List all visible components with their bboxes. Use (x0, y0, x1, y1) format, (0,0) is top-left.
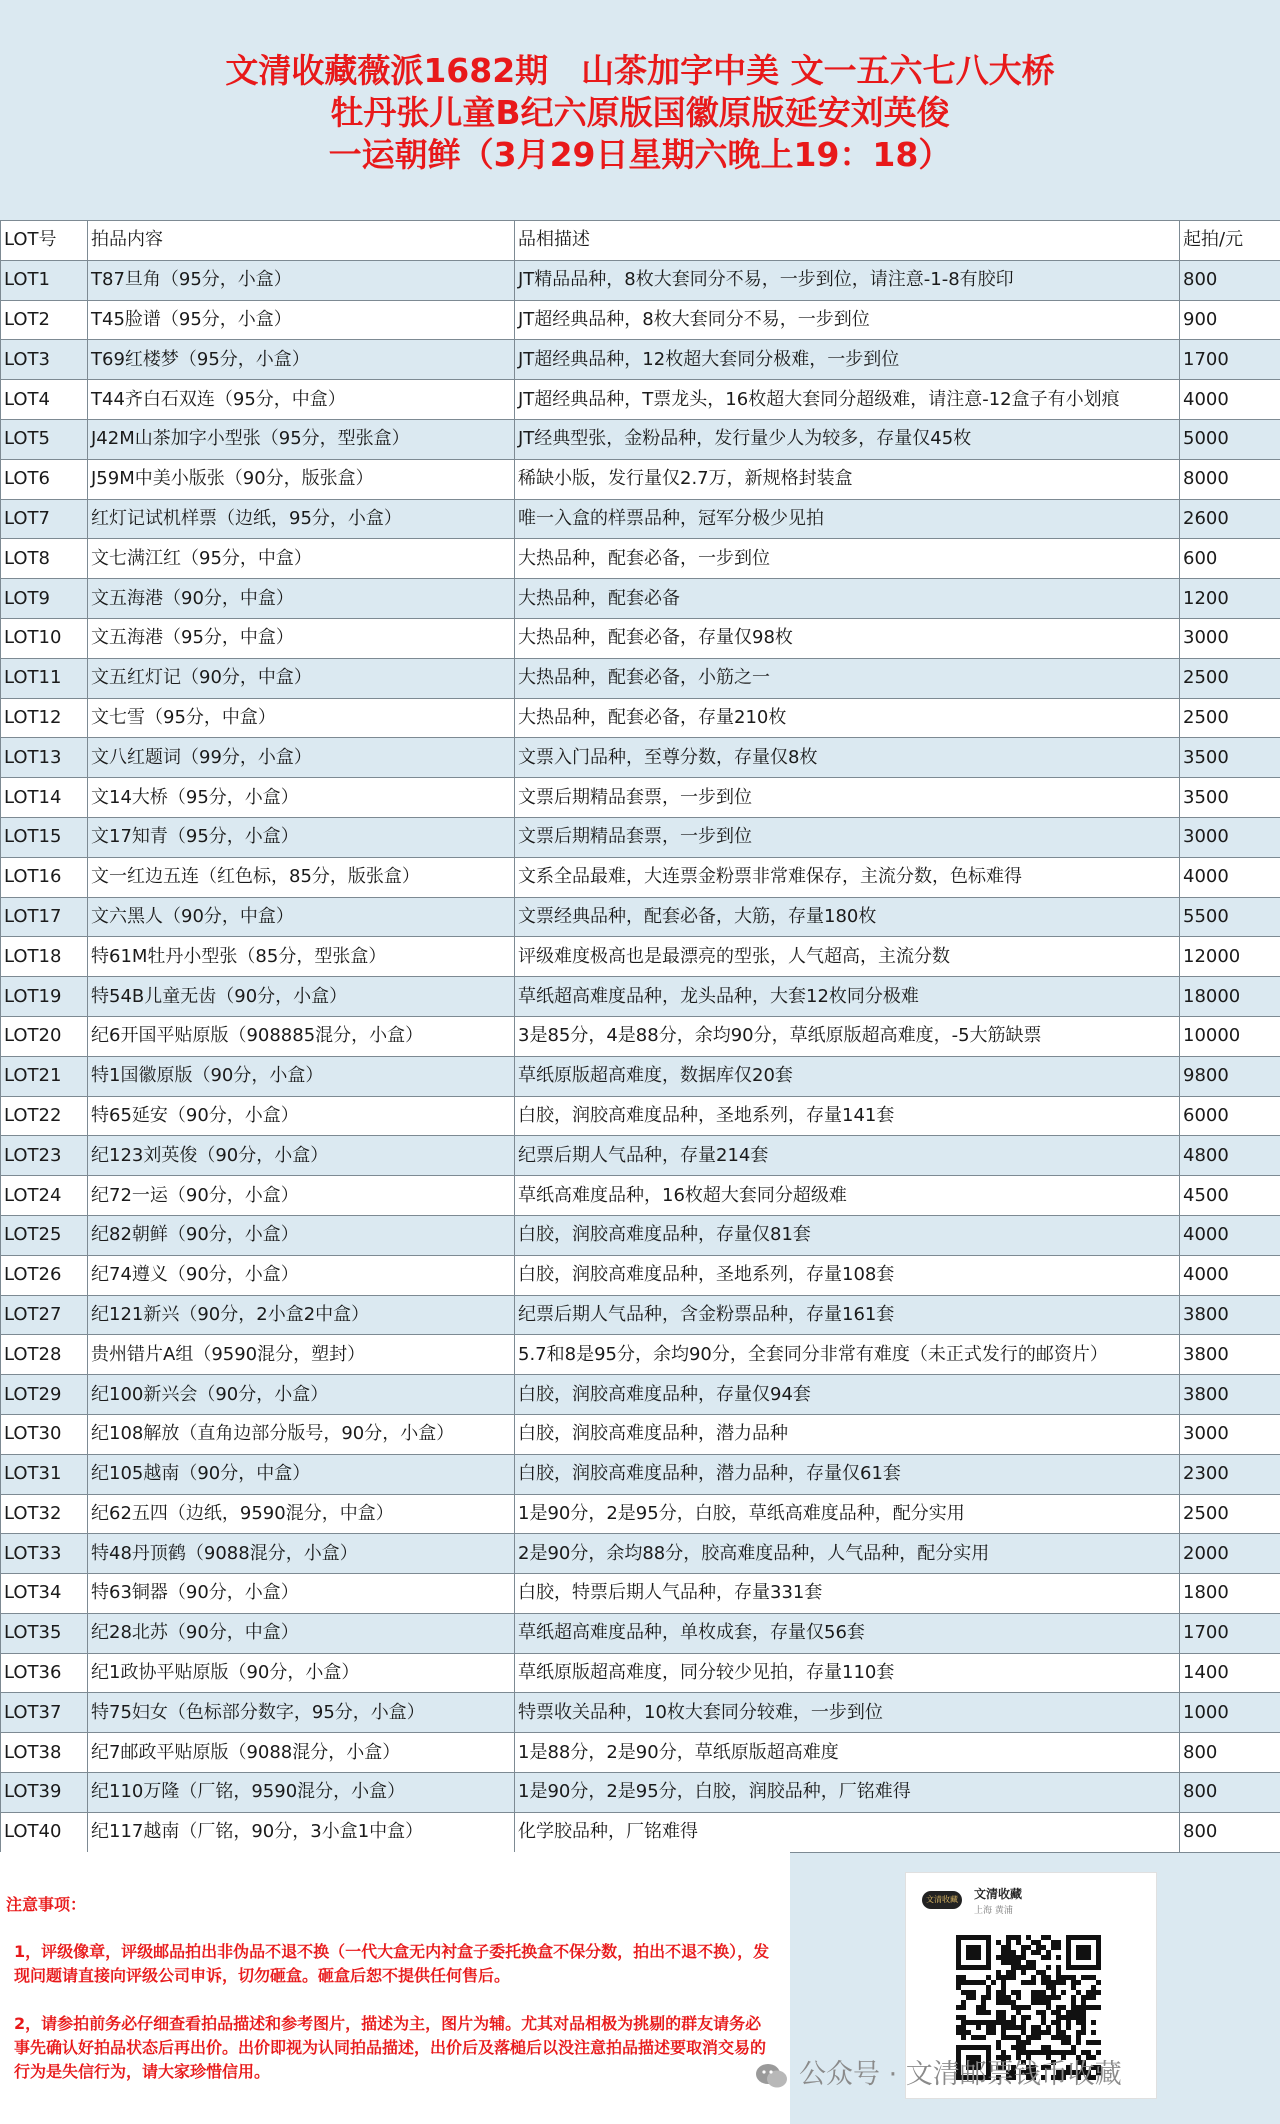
table-row (1, 1494, 1280, 1534)
cell-start-price: 2500 (1180, 698, 1280, 738)
cell-lot-number: LOT30 (1, 1414, 88, 1454)
cell-item: T87旦角（95分，小盒） (88, 260, 515, 300)
cell-item: 纪6开国平贴原版（908885混分，小盒） (88, 1016, 515, 1056)
cell-condition: 草纸高难度品种，16枚超大套同分超级难 (515, 1176, 1180, 1216)
cell-start-price: 1800 (1180, 1574, 1280, 1614)
table-row (1, 1136, 1280, 1176)
title-line-2: 牡丹张儿童B纪六原版国徽原版延安刘英俊 (330, 93, 950, 132)
cell-condition: 5.7和8是95分，余均90分，全套同分非常有难度（未正式发行的邮资片） (515, 1335, 1180, 1375)
column-header-condition: 品相描述 (515, 221, 1180, 261)
auction-lot-table (0, 220, 1280, 1853)
cell-start-price: 1700 (1180, 340, 1280, 380)
cell-condition: 文系全品最难，大连票金粉票非常难保存，主流分数，色标难得 (515, 857, 1180, 897)
cell-condition: 文票后期精品套票，一步到位 (515, 778, 1180, 818)
table-row (1, 1613, 1280, 1653)
column-header-start-price: 起拍/元 (1180, 221, 1280, 261)
table-row (1, 897, 1280, 937)
cell-condition: 文票后期精品套票，一步到位 (515, 817, 1180, 857)
cell-item: 纪7邮政平贴原版（9088混分，小盒） (88, 1733, 515, 1773)
cell-item: 文一红边五连（红色标，85分，版张盒） (88, 857, 515, 897)
cell-lot-number: LOT14 (1, 778, 88, 818)
cell-start-price: 4000 (1180, 380, 1280, 420)
table-row (1, 817, 1280, 857)
notes-item-2: 2，请参拍前务必仔细查看拍品描述和参考图片，描述为主，图片为辅。尤其对品相极为挑剔的群友请务必事先确认好拍品状态后再出价。出价即视为认同拍品描述，出价后及落槌后以没注意拍品描述要取消交易的行为是失信行为，请大家珍惜信用。 (14, 2014, 767, 2081)
cell-condition: 大热品种，配套必备 (515, 579, 1180, 619)
cell-lot-number: LOT13 (1, 738, 88, 778)
cell-condition: 白胶，润胶高难度品种，圣地系列，存量108套 (515, 1255, 1180, 1295)
cell-item: J59M中美小版张（90分，版张盒） (88, 459, 515, 499)
cell-item: 纪72一运（90分，小盒） (88, 1176, 515, 1216)
table-row (1, 1414, 1280, 1454)
cell-lot-number: LOT26 (1, 1255, 88, 1295)
cell-lot-number: LOT20 (1, 1016, 88, 1056)
table-row (1, 1176, 1280, 1216)
table-row (1, 1574, 1280, 1614)
cell-condition: 草纸超高难度品种，单枚成套，存量仅56套 (515, 1613, 1180, 1653)
cell-start-price: 1200 (1180, 579, 1280, 619)
cell-item: 特65延安（90分，小盒） (88, 1096, 515, 1136)
cell-item: 纪108解放（直角边部分版号，90分，小盒） (88, 1414, 515, 1454)
cell-condition: JT超经典品种，8枚大套同分不易，一步到位 (515, 300, 1180, 340)
cell-lot-number: LOT10 (1, 618, 88, 658)
cell-start-price: 1400 (1180, 1653, 1280, 1693)
cell-item: 特75妇女（色标部分数字，95分，小盒） (88, 1693, 515, 1733)
brand-badge: 文清收藏 (922, 1891, 962, 1909)
cell-start-price: 5500 (1180, 897, 1280, 937)
cell-start-price: 9800 (1180, 1056, 1280, 1096)
cell-item: 纪110万隆（厂铭，9590混分，小盒） (88, 1773, 515, 1813)
cell-start-price: 18000 (1180, 977, 1280, 1017)
table-header-row (1, 221, 1280, 261)
cell-lot-number: LOT33 (1, 1534, 88, 1574)
cell-lot-number: LOT3 (1, 340, 88, 380)
cell-lot-number: LOT40 (1, 1812, 88, 1852)
table-row (1, 977, 1280, 1017)
watermark (755, 2052, 1122, 2091)
cell-item: 特61M牡丹小型张（85分，型张盒） (88, 937, 515, 977)
cell-item: 纪121新兴（90分，2小盒2中盒） (88, 1295, 515, 1335)
cell-condition: JT精品品种，8枚大套同分不易，一步到位，请注意-1-8有胶印 (515, 260, 1180, 300)
table-row (1, 1096, 1280, 1136)
cell-item: 纪28北苏（90分，中盒） (88, 1613, 515, 1653)
cell-condition: 大热品种，配套必备，一步到位 (515, 539, 1180, 579)
table-row (1, 698, 1280, 738)
cell-item: T45脸谱（95分，小盒） (88, 300, 515, 340)
cell-start-price: 3800 (1180, 1375, 1280, 1415)
cell-condition: 文票入门品种，至尊分数，存量仅8枚 (515, 738, 1180, 778)
table-row (1, 260, 1280, 300)
cell-lot-number: LOT17 (1, 897, 88, 937)
column-header-item: 拍品内容 (88, 221, 515, 261)
cell-lot-number: LOT11 (1, 658, 88, 698)
title-line-3: 一运朝鲜（3月29日星期六晚上19：18） (328, 135, 952, 174)
table-row (1, 1375, 1280, 1415)
cell-lot-number: LOT37 (1, 1693, 88, 1733)
cell-start-price: 4800 (1180, 1136, 1280, 1176)
cell-condition: 文票经典品种，配套必备，大筋，存量180枚 (515, 897, 1180, 937)
table-row (1, 1812, 1280, 1852)
table-row (1, 1454, 1280, 1494)
cell-start-price: 2500 (1180, 1494, 1280, 1534)
cell-lot-number: LOT7 (1, 499, 88, 539)
cell-lot-number: LOT23 (1, 1136, 88, 1176)
table-row (1, 1773, 1280, 1813)
cell-start-price: 5000 (1180, 419, 1280, 459)
cell-condition: 特票收关品种，10枚大套同分较难，一步到位 (515, 1693, 1180, 1733)
cell-start-price: 1700 (1180, 1613, 1280, 1653)
cell-lot-number: LOT16 (1, 857, 88, 897)
table-row (1, 1056, 1280, 1096)
cell-start-price: 2500 (1180, 658, 1280, 698)
cell-lot-number: LOT32 (1, 1494, 88, 1534)
cell-condition: 草纸原版超高难度，数据库仅20套 (515, 1056, 1180, 1096)
cell-start-price: 800 (1180, 260, 1280, 300)
table-row (1, 1693, 1280, 1733)
cell-start-price: 900 (1180, 300, 1280, 340)
cell-item: 文五海港（95分，中盒） (88, 618, 515, 658)
cell-condition: 3是85分，4是88分，余均90分，草纸原版超高难度，-5大筋缺票 (515, 1016, 1180, 1056)
cell-start-price: 8000 (1180, 459, 1280, 499)
cell-item: 特54B儿童无齿（90分，小盒） (88, 977, 515, 1017)
cell-condition: 大热品种，配套必备，小筋之一 (515, 658, 1180, 698)
cell-condition: JT超经典品种，T票龙头，16枚超大套同分超级难，请注意-12盒子有小划痕 (515, 380, 1180, 420)
cell-item: 纪100新兴会（90分，小盒） (88, 1375, 515, 1415)
table-body (1, 260, 1280, 1852)
table-row (1, 618, 1280, 658)
cell-lot-number: LOT35 (1, 1613, 88, 1653)
cell-lot-number: LOT25 (1, 1215, 88, 1255)
cell-lot-number: LOT31 (1, 1454, 88, 1494)
table-row (1, 857, 1280, 897)
cell-condition: 2是90分，余均88分，胶高难度品种，人气品种，配分实用 (515, 1534, 1180, 1574)
cell-lot-number: LOT38 (1, 1733, 88, 1773)
cell-start-price: 4500 (1180, 1176, 1280, 1216)
cell-item: 纪117越南（厂铭，90分，3小盒1中盒） (88, 1812, 515, 1852)
table-row (1, 1295, 1280, 1335)
notes-item-1: 1，评级像章，评级邮品拍出非伪品不退不换（一代大盒无内衬盒子委托换盒不保分数，拍出不退不换），发现问题请直接向评级公司申诉，切勿砸盒。砸盒后恕不提供任何售后。 (14, 1942, 770, 1985)
cell-item: 文七雪（95分，中盒） (88, 698, 515, 738)
watermark-text: 公众号 · 文清邮票钱币收藏 (799, 2059, 1122, 2090)
cell-item: 特48丹顶鹤（9088混分，小盒） (88, 1534, 515, 1574)
table-row (1, 778, 1280, 818)
table-row (1, 1733, 1280, 1773)
cell-condition: 草纸原版超高难度，同分较少见拍，存量110套 (515, 1653, 1180, 1693)
cell-item: 纪1政协平贴原版（90分，小盒） (88, 1653, 515, 1693)
cell-item: 纪105越南（90分，中盒） (88, 1454, 515, 1494)
cell-condition: 白胶，润胶高难度品种，存量仅94套 (515, 1375, 1180, 1415)
table-row (1, 340, 1280, 380)
cell-start-price: 3800 (1180, 1295, 1280, 1335)
cell-lot-number: LOT18 (1, 937, 88, 977)
table-row (1, 738, 1280, 778)
cell-condition: 1是88分，2是90分，草纸原版超高难度 (515, 1733, 1180, 1773)
cell-start-price: 12000 (1180, 937, 1280, 977)
cell-lot-number: LOT6 (1, 459, 88, 499)
cell-lot-number: LOT8 (1, 539, 88, 579)
table-row (1, 459, 1280, 499)
cell-start-price: 3500 (1180, 778, 1280, 818)
table-row (1, 658, 1280, 698)
cell-item: 纪62五四（边纸，9590混分，中盒） (88, 1494, 515, 1534)
cell-lot-number: LOT29 (1, 1375, 88, 1415)
cell-start-price: 2000 (1180, 1534, 1280, 1574)
table-row (1, 1335, 1280, 1375)
cell-start-price: 2300 (1180, 1454, 1280, 1494)
cell-start-price: 3000 (1180, 817, 1280, 857)
cell-condition: 白胶，润胶高难度品种，存量仅81套 (515, 1215, 1180, 1255)
cell-item: 文14大桥（95分，小盒） (88, 778, 515, 818)
notes-section (0, 1852, 790, 2124)
cell-lot-number: LOT9 (1, 579, 88, 619)
column-header-lot: LOT号 (1, 221, 88, 261)
qr-card-subtitle: 上海 黄浦 (974, 1906, 1013, 1916)
cell-lot-number: LOT36 (1, 1653, 88, 1693)
cell-lot-number: LOT19 (1, 977, 88, 1017)
table-row (1, 1215, 1280, 1255)
cell-start-price: 2600 (1180, 499, 1280, 539)
cell-lot-number: LOT5 (1, 419, 88, 459)
cell-item: 特63铜器（90分，小盒） (88, 1574, 515, 1614)
cell-lot-number: LOT34 (1, 1574, 88, 1614)
cell-start-price: 800 (1180, 1773, 1280, 1813)
table-row (1, 1653, 1280, 1693)
cell-start-price: 800 (1180, 1812, 1280, 1852)
cell-item: T44齐白石双连（95分，中盒） (88, 380, 515, 420)
cell-lot-number: LOT27 (1, 1295, 88, 1335)
cell-lot-number: LOT28 (1, 1335, 88, 1375)
table-row (1, 499, 1280, 539)
table-row (1, 419, 1280, 459)
cell-condition: 纪票后期人气品种，含金粉票品种，存量161套 (515, 1295, 1180, 1335)
cell-item: 文17知青（95分，小盒） (88, 817, 515, 857)
cell-start-price: 3800 (1180, 1335, 1280, 1375)
cell-condition: 大热品种，配套必备，存量210枚 (515, 698, 1180, 738)
cell-lot-number: LOT1 (1, 260, 88, 300)
cell-condition: 白胶，润胶高难度品种，潜力品种，存量仅61套 (515, 1454, 1180, 1494)
cell-start-price: 4000 (1180, 1255, 1280, 1295)
cell-item: T69红楼梦（95分，小盒） (88, 340, 515, 380)
cell-lot-number: LOT2 (1, 300, 88, 340)
table-row (1, 300, 1280, 340)
cell-start-price: 600 (1180, 539, 1280, 579)
cell-condition: JT经典型张，金粉品种，发行量少人为较多，存量仅45枚 (515, 419, 1180, 459)
cell-condition: 1是90分，2是95分，白胶，润胶品种，厂铭难得 (515, 1773, 1180, 1813)
cell-condition: JT超经典品种，12枚超大套同分极难，一步到位 (515, 340, 1180, 380)
table-row (1, 937, 1280, 977)
table-row (1, 1534, 1280, 1574)
cell-condition: 唯一入盒的样票品种，冠军分极少见拍 (515, 499, 1180, 539)
cell-condition: 化学胶品种，厂铭难得 (515, 1812, 1180, 1852)
cell-item: 文五红灯记（90分，中盒） (88, 658, 515, 698)
table-row (1, 579, 1280, 619)
cell-start-price: 4000 (1180, 857, 1280, 897)
cell-start-price: 6000 (1180, 1096, 1280, 1136)
cell-start-price: 1000 (1180, 1693, 1280, 1733)
notes-title: 注意事项： (6, 1895, 87, 1914)
cell-item: 纪74遵义（90分，小盒） (88, 1255, 515, 1295)
cell-condition: 大热品种，配套必备，存量仅98枚 (515, 618, 1180, 658)
cell-condition: 白胶，润胶高难度品种，潜力品种 (515, 1414, 1180, 1454)
cell-condition: 白胶，特票后期人气品种，存量331套 (515, 1574, 1180, 1614)
cell-item: 文七满江红（95分，中盒） (88, 539, 515, 579)
cell-item: 文六黑人（90分，中盒） (88, 897, 515, 937)
cell-item: 文五海港（90分，中盒） (88, 579, 515, 619)
cell-condition: 1是90分，2是95分，白胶，草纸高难度品种，配分实用 (515, 1494, 1180, 1534)
cell-item: 纪82朝鲜（90分，小盒） (88, 1215, 515, 1255)
cell-item: J42M山茶加字小型张（95分，型张盒） (88, 419, 515, 459)
cell-condition: 稀缺小版，发行量仅2.7万，新规格封装盒 (515, 459, 1180, 499)
qr-card-title: 文清收藏 (974, 1887, 1023, 1901)
cell-start-price: 3000 (1180, 1414, 1280, 1454)
table-row (1, 1255, 1280, 1295)
table-row (1, 380, 1280, 420)
cell-condition: 评级难度极高也是最漂亮的型张，人气超高，主流分数 (515, 937, 1180, 977)
cell-start-price: 800 (1180, 1733, 1280, 1773)
cell-start-price: 3000 (1180, 618, 1280, 658)
cell-lot-number: LOT39 (1, 1773, 88, 1813)
cell-start-price: 3500 (1180, 738, 1280, 778)
cell-lot-number: LOT24 (1, 1176, 88, 1216)
cell-lot-number: LOT22 (1, 1096, 88, 1136)
cell-item: 红灯记试机样票（边纸，95分，小盒） (88, 499, 515, 539)
table-row (1, 1016, 1280, 1056)
cell-lot-number: LOT12 (1, 698, 88, 738)
cell-start-price: 4000 (1180, 1215, 1280, 1255)
cell-start-price: 10000 (1180, 1016, 1280, 1056)
page-header (0, 0, 1280, 218)
cell-item: 纪123刘英俊（90分，小盒） (88, 1136, 515, 1176)
cell-item: 特1国徽原版（90分，小盒） (88, 1056, 515, 1096)
cell-lot-number: LOT4 (1, 380, 88, 420)
cell-lot-number: LOT21 (1, 1056, 88, 1096)
cell-condition: 白胶，润胶高难度品种，圣地系列，存量141套 (515, 1096, 1180, 1136)
cell-condition: 草纸超高难度品种，龙头品种，大套12枚同分极难 (515, 977, 1180, 1017)
wechat-icon (755, 2062, 789, 2090)
cell-condition: 纪票后期人气品种，存量214套 (515, 1136, 1180, 1176)
cell-item: 贵州错片A组（9590混分，塑封） (88, 1335, 515, 1375)
title-line-1: 文清收藏薇派1682期 山茶加字中美 文一五六七八大桥 (225, 51, 1055, 90)
table-row (1, 539, 1280, 579)
cell-lot-number: LOT15 (1, 817, 88, 857)
cell-item: 文八红题词（99分，小盒） (88, 738, 515, 778)
